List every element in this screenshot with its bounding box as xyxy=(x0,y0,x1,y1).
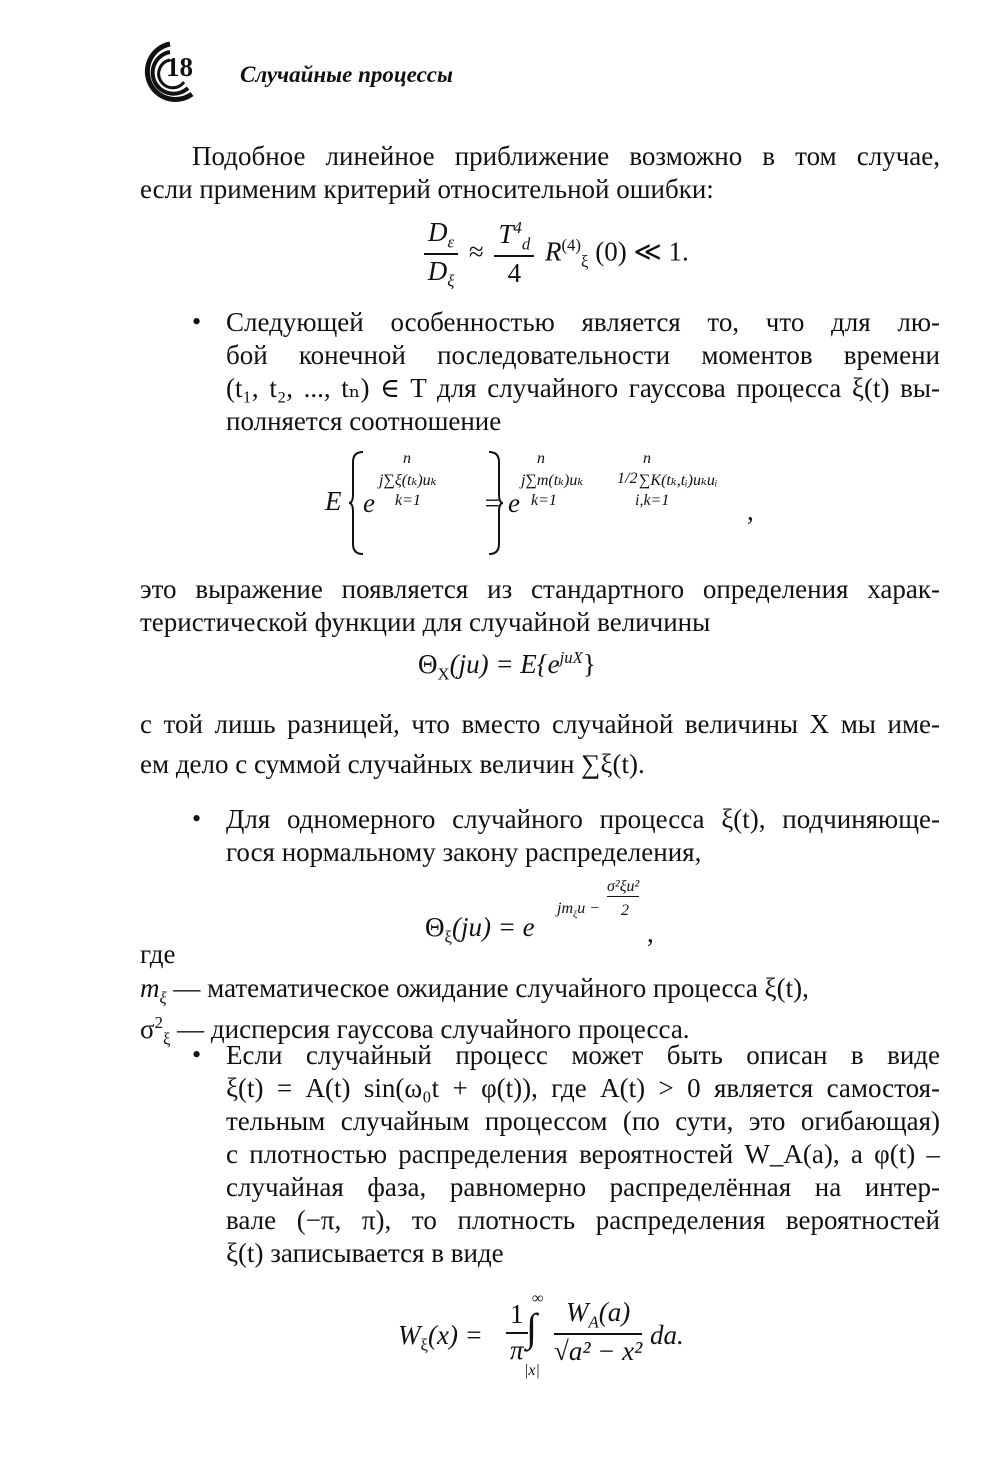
text-line: вале (−π, π), то плотность распределения вероятностей xyxy=(226,1205,940,1235)
text-line: Подобное линейное приближение возможно в том случае, xyxy=(192,141,940,171)
formula-characteristic-function: E e n j∑ξ(tₖ)uₖ k=1 = e n j∑m(tₖ)uₖ k=1 1/2 n ∑K(tₖ,tᵢ)uₖuᵢ i,k=1 , xyxy=(325,448,765,558)
definition-mean: $m_\xi$ — математическое ожидание случайного процесса ξ(t), xyxy=(140,973,809,1008)
text-line: ем дело с суммой случайных величин ∑ξ(t). xyxy=(140,749,645,779)
text-line: с плотностью распределения вероятностей W_A(a), а φ(t) – xyxy=(226,1139,940,1169)
text-line: полняется соотношение xyxy=(226,406,502,436)
fraction: $\frac{T^4_d}{4}$ xyxy=(494,218,534,291)
bullet-marker: • xyxy=(192,307,202,336)
text-line: Если случайный процесс может быть описан в виде xyxy=(226,1040,940,1070)
formula-relative-error: $\frac{D_\varepsilon}{D_\xi}$ ≈ $\frac{T^4_d}{4}$ $R^{(4)}_\xi$ (0) ≪ 1. xyxy=(420,216,689,293)
paragraph xyxy=(140,573,940,639)
bullet-marker: • xyxy=(192,1040,202,1069)
where-label: где xyxy=(140,939,176,969)
text-line: Для одномерного случайного процесса ξ(t), подчиняюще- xyxy=(226,804,940,834)
text-line: если применим критерий относительной ошибки: xyxy=(140,174,714,204)
bullet-marker: • xyxy=(192,804,202,833)
bullet-paragraph xyxy=(226,1039,940,1270)
text-line: это выражение появляется из стандартного определения харак- xyxy=(140,574,940,604)
bullet-paragraph xyxy=(226,803,940,869)
formula-density: $W_\xi(x)$ = $\frac{1}{\pi}$ ∞ ∫ |x| $\frac{W_A(a)}{\text{√a² − x²}}$ da. xyxy=(398,1290,684,1379)
text-line: с той лишь разницей, что вместо случайной величины X мы име- xyxy=(140,709,940,739)
intro-paragraph xyxy=(140,140,940,206)
bullet-paragraph xyxy=(226,306,940,438)
fraction: $\frac{D_\varepsilon}{D_\xi}$ xyxy=(424,216,458,293)
page-header xyxy=(130,38,930,108)
text-line: ξ(t) записывается в виде xyxy=(226,1238,504,1268)
fraction: $\frac{W_A(a)}{\text{√a² − x²}}$ xyxy=(554,1297,643,1367)
text-line: теристической функции для случайной величины xyxy=(140,607,711,637)
running-title: Случайные процессы xyxy=(240,62,453,87)
formula-gaussian-char: $\Theta_\xi(ju) = e$ $jm_\xi u$ − σ²ξu² 2 , xyxy=(425,878,654,948)
formula-theta-x: $\Theta_X(ju) = E\{e^{juX}\}$ xyxy=(418,648,596,684)
page-number: 18 xyxy=(166,52,193,82)
text-line: бой конечной последовательности моментов времени xyxy=(226,340,940,370)
text-line: Следующей особенностью является то, что для лю- xyxy=(226,307,940,337)
text-line: гося нормальному закону распределения, xyxy=(226,837,702,867)
fraction: $\frac{1}{\pi}$ xyxy=(506,1298,528,1368)
definition-variance: $\sigma^2_\xi$ — дисперсия гауссова случайного процесса. xyxy=(140,1013,690,1049)
paragraph xyxy=(140,704,940,784)
text-line: (t₁, t₂, ..., tₙ) ∈ T для случайного гауссова процесса ξ(t) вы- xyxy=(226,373,940,403)
text-line: случайная фаза, равномерно распределённая на интер- xyxy=(226,1172,940,1202)
text-line: ξ(t) = A(t) sin(ω₀t + φ(t)), где A(t) > 0 является самостоя- xyxy=(226,1073,940,1103)
text-line: тельным случайным процессом (по сути, это огибающая) xyxy=(226,1106,940,1136)
